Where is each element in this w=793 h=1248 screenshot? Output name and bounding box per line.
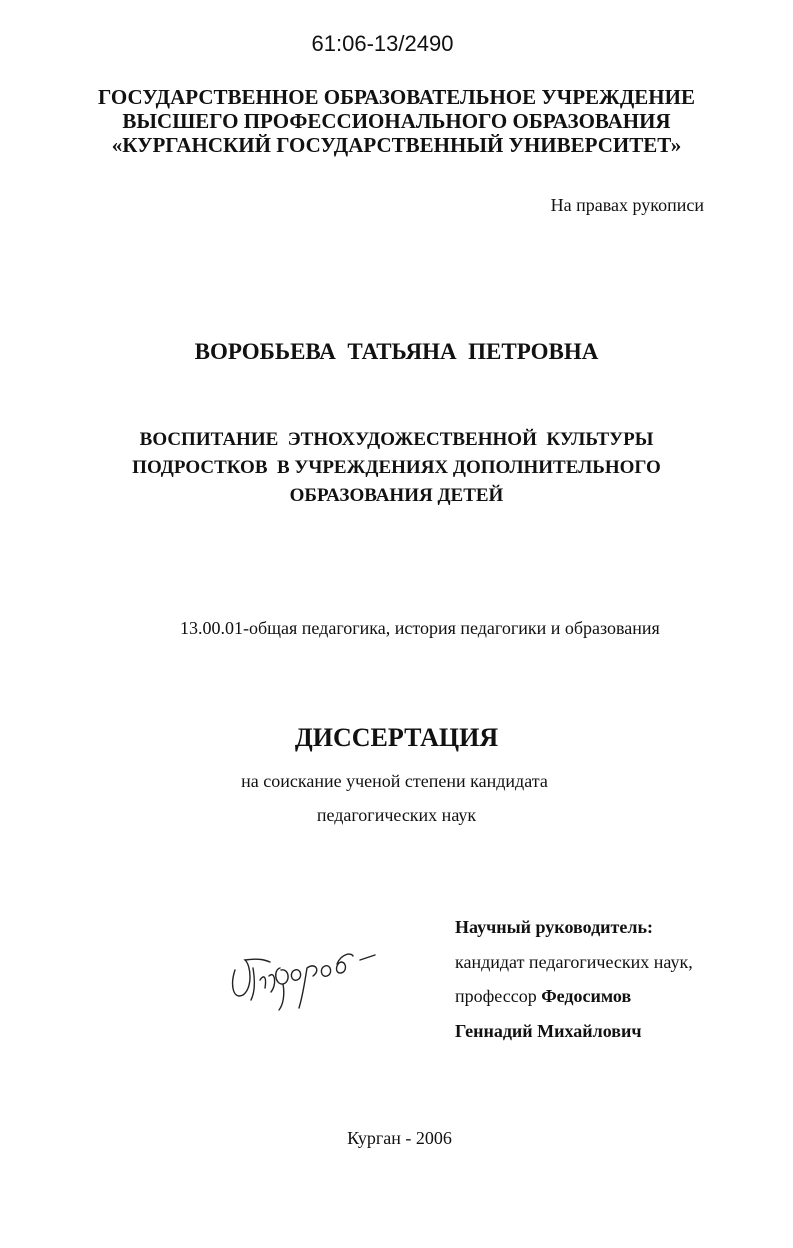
title-line-2: ПОДРОСТКОВ В УЧРЕЖДЕНИЯХ ДОПОЛНИТЕЛЬНОГО — [132, 457, 661, 478]
supervisor-title-name — [455, 987, 631, 1005]
document-type: ДИССЕРТАЦИЯ — [294, 723, 499, 752]
supervisor-label: Научный руководитель: — [455, 917, 653, 937]
manuscript-note: На правах рукописи — [550, 195, 704, 215]
institution-line-2: ВЫСШЕГО ПРОФЕССИОНАЛЬНОГО ОБРАЗОВАНИЯ — [122, 109, 671, 133]
title-line-3: ОБРАЗОВАНИЯ ДЕТЕЙ — [289, 485, 504, 506]
supervisor-surname: Федосимов — [541, 986, 632, 1006]
specialty: 13.00.01-общая педагогика, история педагогики и образования — [180, 618, 660, 638]
institution-line-1: ГОСУДАРСТВЕННОЕ ОБРАЗОВАТЕЛЬНОЕ УЧРЕЖДЕНИЕ — [98, 85, 695, 109]
author-name: ВОРОБЬЕВА ТАТЬЯНА ПЕТРОВНА — [194, 339, 599, 364]
supervisor-degree: кандидат педагогических наук, — [455, 952, 693, 972]
supervisor-given-names: Геннадий Михайлович — [455, 1021, 642, 1041]
title-line-1: ВОСПИТАНИЕ ЭТНОХУДОЖЕСТВЕННОЙ КУЛЬТУРЫ — [139, 429, 654, 450]
degree-line-2: педагогических наук — [316, 805, 477, 825]
author-signature — [225, 940, 395, 1015]
institution-line-3: «КУРГАНСКИЙ ГОСУДАРСТВЕННЫЙ УНИВЕРСИТЕТ» — [111, 133, 682, 157]
place-year: Курган - 2006 — [347, 1128, 452, 1148]
registry-code: 61:06-13/2490 — [311, 31, 454, 56]
degree-line-1: на соискание ученой степени кандидата — [241, 771, 548, 791]
supervisor-rank: профессор — [455, 986, 542, 1006]
